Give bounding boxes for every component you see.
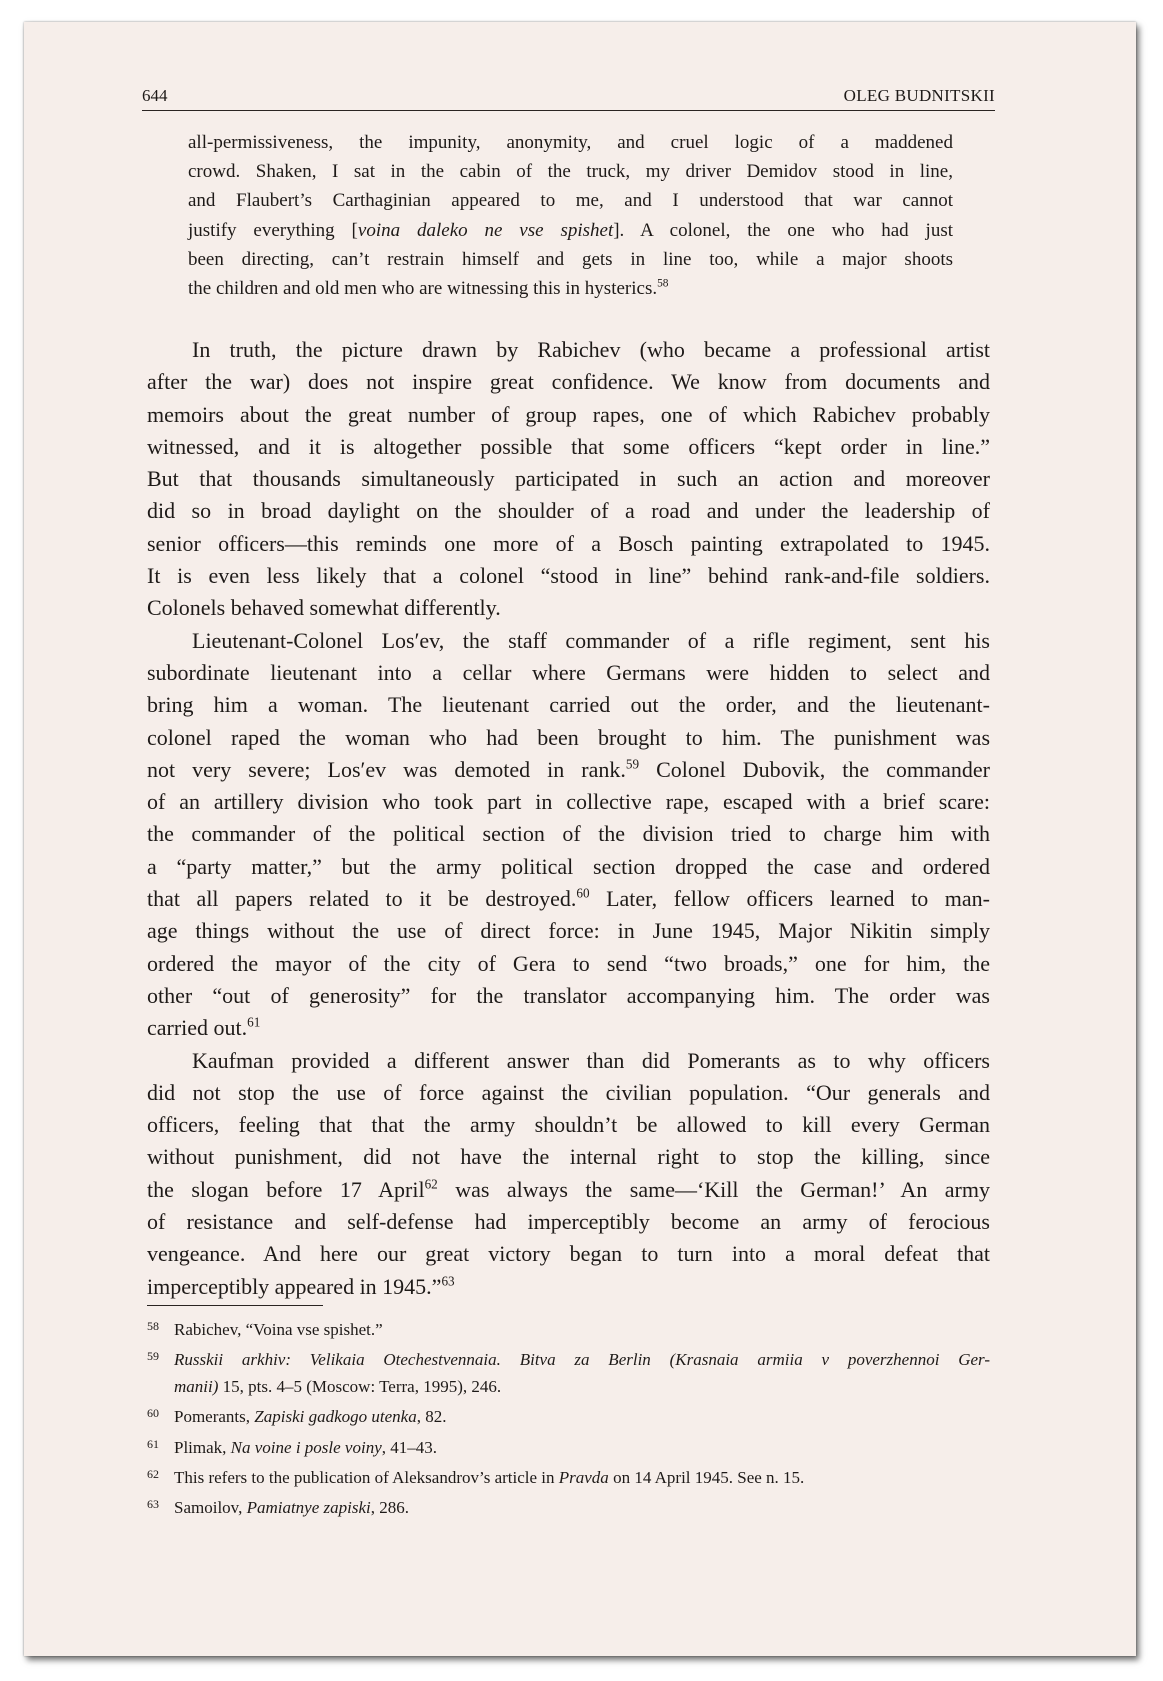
block-quote [188,128,953,303]
body-text [147,334,990,1303]
text-line: colonel raped the woman who had been brought to him. The punishment was [147,724,990,750]
text-line: vengeance. And here our great victory began to turn into a moral defeat that [147,1241,990,1267]
text-line: But that thousands simultaneously participated in such an action and moreover [147,466,990,492]
text-line: did so in broad daylight on the shoulder of a road and under the leadership of [147,498,990,524]
text-line: memoirs about the great number of group rapes, one of which Rabichev probably [147,401,990,427]
footnote-59: 59 Russkii arkhiv: Velikaia Otechestvennaia. Bitva za Berlin (Krasnaia armiia v poverzhennoi Ger- manii) 15, pts. 4–5 (Moscow: Terra, 1995), 246. [147,1343,990,1400]
text-line: officers, feeling that that the army shouldn’t be allowed to kill every German [147,1112,990,1138]
footnote-58: 58 Rabichev, “Voina vse spishet.” [147,1313,990,1343]
text-line: did not stop the use of force against the civilian population. “Our generals and [147,1079,990,1105]
quote-line: crowd. Shaken, I sat in the cabin of the truck, my driver Demidov stood in line, [188,161,953,183]
paragraph-2 [147,625,990,1045]
footnote-separator [147,1305,323,1306]
text-line: the slogan before 17 April$^{62}$ was always the same—‘Kill the German!’ An army [147,1176,990,1202]
footnote-ref: 63 [441,1273,455,1289]
quote-line: all-permissiveness, the impunity, anonymity, and cruel logic of a maddened [188,132,953,153]
text-line: In truth, the picture drawn by Rabichev (who became a professional artist [192,337,990,362]
text-line: of resistance and self-defense had imperceptibly become an army of ferocious [147,1209,990,1235]
text-line: bring him a woman. The lieutenant carried out the order, and the lieutenant- [147,692,990,718]
paragraph-3 [147,1045,990,1303]
text-line: a “party matter,” but the army political section dropped the case and ordered [147,853,990,879]
text-line: that all papers related to it be destroyed.$^{60}$ Later, fellow officers learned to man- [147,885,990,912]
footnote-62: 62 This refers to the publication of Aleksandrov’s article in Pravda on 14 April 1945. See n. 15. [147,1461,990,1491]
footnote-63: 63 Samoilov, Pamiatnye zapiski, 286. [147,1491,990,1521]
footnotes [147,1313,990,1522]
footnote-60: 60 Pomerants, Zapiski gadkogo utenka, 82. [147,1400,990,1430]
footnote-number: 61 [147,1436,159,1451]
footnote-ref: 60 [576,885,590,901]
quote-line: and Flaubert’s Carthaginian appeared to me, and I understood that war cannot [188,190,953,212]
text-line: carried out.$^{61}$ [147,1014,261,1041]
footnote-number: 60 [147,1406,159,1421]
text-line: of an artillery division who took part in collective rape, escaped with a brief scare: [147,789,990,815]
text-line: senior officers—this reminds one more of a Bosch painting extrapolated to 1945. [147,530,990,556]
text-line: Colonels behaved somewhat differently. [147,595,501,621]
text-line: It is even less likely that a colonel “stood in line” behind rank-and-file soldiers. [147,563,990,589]
footnote-61: 61 Plimak, Na voine i posle voiny, 41–43. [147,1431,990,1461]
text-line: other “out of generosity” for the translator accompanying him. The order was [147,982,990,1008]
quote-italic-phrase: voina daleko ne vse spishet [357,219,614,241]
footnote-number: 58 [147,1319,159,1333]
running-head-author: OLEG BUDNITSKII [843,86,995,105]
footnote-ref: 62 [424,1176,438,1192]
quote-line: justify everything [voina daleko ne vse spishet]. A colonel, the one who had just [188,219,953,241]
text-line: subordinate lieutenant into a cellar where Germans were hidden to select and [147,659,990,685]
quote-line: the children and old men who are witnessing this in hysterics.$^{58}$ [188,277,669,300]
footnote-ref: 58 [657,277,669,290]
text-line: imperceptibly appeared in 1945.”$^{63}$ [147,1273,455,1299]
footnote-ref: 61 [247,1014,261,1030]
footnote-number: 63 [147,1497,159,1512]
text-line: not very severe; Los′ev was demoted in rank.$^{59}$ Colonel Dubovik, the commander [147,756,990,782]
paragraph-1 [147,334,990,625]
page-number: 644 [142,86,168,105]
footnote-number: 62 [147,1467,159,1482]
text-line: Kaufman provided a different answer than did Pomerants as to why officers [192,1047,990,1073]
footnote-ref: 59 [625,756,640,772]
text-line: age things without the use of direct force: in June 1945, Major Nikitin simply [147,918,990,944]
running-header [142,86,995,111]
quote-line: been directing, can’t restrain himself and gets in line too, while a major shoots [188,248,953,270]
footnote-number: 59 [147,1349,159,1364]
text-line: after the war) does not inspire great confidence. We know from documents and [147,369,990,395]
text-line: witnessed, and it is altogether possible that some officers “kept order in line.” [147,433,990,459]
text-line: without punishment, did not have the internal right to stop the killing, since [147,1144,990,1170]
text-line: ordered the mayor of the city of Gera to send “two broads,” one for him, the [147,950,990,976]
text-line: Lieutenant-Colonel Los′ev, the staff commander of a rifle regiment, sent his [192,627,990,653]
text-line: the commander of the political section of the division tried to charge him with [147,821,990,847]
